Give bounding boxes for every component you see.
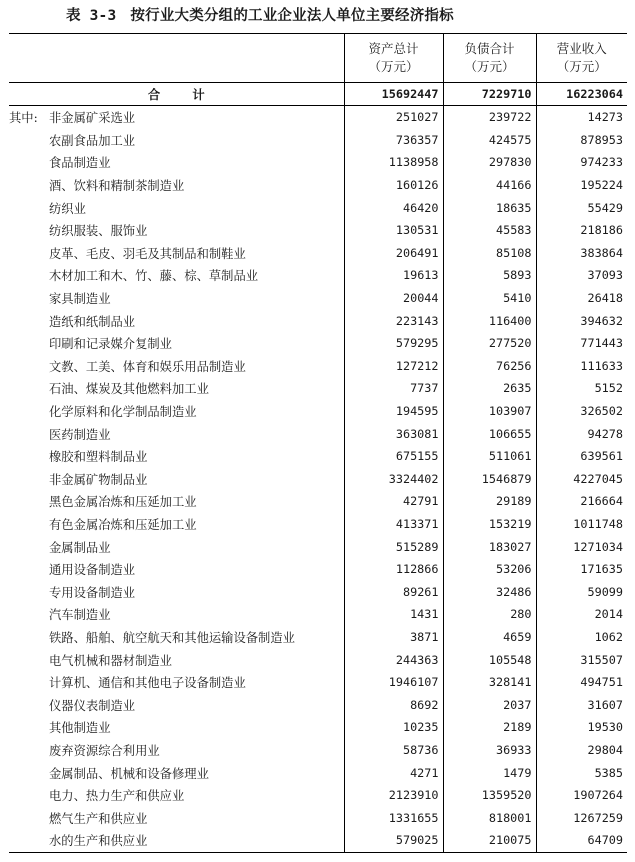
industry-name: 家具制造业 <box>49 292 111 307</box>
industry-label <box>9 287 344 310</box>
table-row <box>9 829 627 852</box>
table-title <box>66 4 454 25</box>
table-row <box>9 671 627 694</box>
table-row <box>9 332 627 355</box>
industry-indicators-table <box>9 33 627 853</box>
table-row <box>9 242 627 265</box>
liabilities-value: 1546879 <box>443 468 536 491</box>
industry-label <box>9 422 344 445</box>
liabilities-value: 85108 <box>443 242 536 265</box>
assets-value: 579295 <box>344 332 443 355</box>
table-row <box>9 309 627 332</box>
revenue-value: 974233 <box>536 151 627 174</box>
liabilities-value: 18635 <box>443 196 536 219</box>
assets-value: 579025 <box>344 829 443 852</box>
header-operating-revenue <box>536 34 627 83</box>
industry-name: 非金属矿物制品业 <box>49 472 148 487</box>
industry-label <box>9 784 344 807</box>
revenue-value: 218186 <box>536 219 627 242</box>
industry-label <box>9 219 344 242</box>
assets-value: 2123910 <box>344 784 443 807</box>
liabilities-value: 32486 <box>443 580 536 603</box>
liabilities-value: 511061 <box>443 445 536 468</box>
liabilities-value: 5410 <box>443 287 536 310</box>
table-row <box>9 603 627 626</box>
assets-value: 244363 <box>344 648 443 671</box>
liabilities-value: 5893 <box>443 264 536 287</box>
revenue-value: 195224 <box>536 174 627 197</box>
table-body <box>9 83 627 853</box>
assets-value: 363081 <box>344 422 443 445</box>
revenue-value: 878953 <box>536 129 627 152</box>
industry-label <box>9 761 344 784</box>
total-assets-value: 15692447 <box>344 83 443 106</box>
table-row <box>9 490 627 513</box>
revenue-value: 315507 <box>536 648 627 671</box>
revenue-value: 29804 <box>536 739 627 762</box>
liabilities-value: 153219 <box>443 513 536 536</box>
industry-name: 水的生产和供应业 <box>49 834 148 849</box>
industry-name: 废弃资源综合利用业 <box>49 743 160 758</box>
table-row <box>9 196 627 219</box>
header-total-liabilities <box>443 34 536 83</box>
industry-label <box>9 739 344 762</box>
industry-label <box>9 445 344 468</box>
industry-name: 金属制品业 <box>49 540 111 555</box>
industry-label <box>9 693 344 716</box>
industry-label <box>9 400 344 423</box>
industry-name: 燃气生产和供应业 <box>49 811 148 826</box>
industry-name: 电力、热力生产和供应业 <box>49 789 185 804</box>
revenue-value: 383864 <box>536 242 627 265</box>
assets-value: 4271 <box>344 761 443 784</box>
assets-value: 194595 <box>344 400 443 423</box>
industry-name: 文教、工美、体育和娱乐用品制造业 <box>49 359 246 374</box>
liabilities-value: 36933 <box>443 739 536 762</box>
revenue-value: 1267259 <box>536 806 627 829</box>
assets-value: 675155 <box>344 445 443 468</box>
industry-label <box>9 174 344 197</box>
total-liabilities-value: 7229710 <box>443 83 536 106</box>
table-row <box>9 693 627 716</box>
total-revenue-value: 16223064 <box>536 83 627 106</box>
table-row <box>9 355 627 378</box>
revenue-value: 4227045 <box>536 468 627 491</box>
industry-name: 铁路、船舶、航空航天和其他运输设备制造业 <box>49 630 295 645</box>
industry-name: 电气机械和器材制造业 <box>49 653 172 668</box>
industry-label <box>9 151 344 174</box>
industry-label <box>9 806 344 829</box>
industry-name: 有色金属冶炼和压延加工业 <box>49 517 197 532</box>
industry-label <box>9 716 344 739</box>
industry-name: 化学原料和化学制品制造业 <box>49 405 197 420</box>
liabilities-value: 44166 <box>443 174 536 197</box>
table-row <box>9 264 627 287</box>
revenue-value: 94278 <box>536 422 627 445</box>
revenue-value: 1271034 <box>536 535 627 558</box>
table-row <box>9 219 627 242</box>
industry-name: 通用设备制造业 <box>49 563 136 578</box>
table-row <box>9 513 627 536</box>
liabilities-value: 280 <box>443 603 536 626</box>
liabilities-value: 116400 <box>443 309 536 332</box>
table-row <box>9 377 627 400</box>
assets-value: 1431 <box>344 603 443 626</box>
revenue-value: 171635 <box>536 558 627 581</box>
industry-label <box>9 513 344 536</box>
table-row <box>9 174 627 197</box>
header-name: 营业收入 <box>556 41 607 56</box>
table-row <box>9 151 627 174</box>
table-row <box>9 784 627 807</box>
liabilities-value: 2037 <box>443 693 536 716</box>
industry-name: 非金属矿采选业 <box>49 111 136 126</box>
industry-label <box>9 468 344 491</box>
revenue-value: 639561 <box>536 445 627 468</box>
liabilities-value: 105548 <box>443 648 536 671</box>
liabilities-value: 53206 <box>443 558 536 581</box>
assets-value: 223143 <box>344 309 443 332</box>
revenue-value: 2014 <box>536 603 627 626</box>
liabilities-value: 4659 <box>443 626 536 649</box>
industry-name: 黑色金属冶炼和压延加工业 <box>49 495 197 510</box>
liabilities-value: 2189 <box>443 716 536 739</box>
industry-name: 纺织业 <box>49 201 86 216</box>
industry-name: 计算机、通信和其他电子设备制造业 <box>49 676 246 691</box>
industry-label <box>9 671 344 694</box>
liabilities-value: 818001 <box>443 806 536 829</box>
industry-label <box>9 626 344 649</box>
table-row <box>9 129 627 152</box>
revenue-value: 64709 <box>536 829 627 852</box>
revenue-value: 31607 <box>536 693 627 716</box>
table-row <box>9 580 627 603</box>
assets-value: 89261 <box>344 580 443 603</box>
industry-name: 橡胶和塑料制品业 <box>49 450 148 465</box>
industry-label <box>9 355 344 378</box>
liabilities-value: 328141 <box>443 671 536 694</box>
industry-label <box>9 264 344 287</box>
assets-value: 20044 <box>344 287 443 310</box>
liabilities-value: 239722 <box>443 106 536 129</box>
liabilities-value: 106655 <box>443 422 536 445</box>
assets-value: 127212 <box>344 355 443 378</box>
revenue-value: 1011748 <box>536 513 627 536</box>
industry-name: 专用设备制造业 <box>49 585 136 600</box>
industry-name: 纺织服装、服饰业 <box>49 224 148 239</box>
industry-name: 造纸和纸制品业 <box>49 314 136 329</box>
revenue-value: 5385 <box>536 761 627 784</box>
industry-name: 医药制造业 <box>49 427 111 442</box>
revenue-value: 111633 <box>536 355 627 378</box>
revenue-value: 1907264 <box>536 784 627 807</box>
industry-label <box>9 332 344 355</box>
revenue-value: 59099 <box>536 580 627 603</box>
assets-value: 58736 <box>344 739 443 762</box>
revenue-value: 1062 <box>536 626 627 649</box>
table-row <box>9 739 627 762</box>
table-row <box>9 558 627 581</box>
revenue-value: 326502 <box>536 400 627 423</box>
industry-label <box>9 558 344 581</box>
industry-label <box>9 196 344 219</box>
assets-value: 112866 <box>344 558 443 581</box>
assets-value: 413371 <box>344 513 443 536</box>
total-label: 合 计 <box>9 83 344 106</box>
liabilities-value: 210075 <box>443 829 536 852</box>
assets-value: 3871 <box>344 626 443 649</box>
liabilities-value: 424575 <box>443 129 536 152</box>
industry-label <box>9 377 344 400</box>
header-industry <box>9 34 344 83</box>
industry-label <box>9 242 344 265</box>
header-total-assets <box>344 34 443 83</box>
assets-value: 515289 <box>344 535 443 558</box>
assets-value: 3324402 <box>344 468 443 491</box>
table-row <box>9 648 627 671</box>
header-name: 资产总计 <box>368 41 419 56</box>
industry-name: 印刷和记录媒介复制业 <box>49 337 172 352</box>
table-row <box>9 806 627 829</box>
industry-label <box>9 535 344 558</box>
revenue-value: 5152 <box>536 377 627 400</box>
among-prefix: 其中: <box>9 111 38 126</box>
table-row <box>9 716 627 739</box>
assets-value: 8692 <box>344 693 443 716</box>
industry-label <box>9 129 344 152</box>
table-row <box>9 468 627 491</box>
table-row <box>9 106 627 129</box>
liabilities-value: 297830 <box>443 151 536 174</box>
assets-value: 251027 <box>344 106 443 129</box>
assets-value: 1946107 <box>344 671 443 694</box>
revenue-value: 14273 <box>536 106 627 129</box>
table-row <box>9 422 627 445</box>
liabilities-value: 45583 <box>443 219 536 242</box>
industry-name: 木材加工和木、竹、藤、棕、草制品业 <box>49 269 259 284</box>
header-name: 负债合计 <box>464 41 515 56</box>
assets-value: 10235 <box>344 716 443 739</box>
revenue-value: 494751 <box>536 671 627 694</box>
industry-name: 皮革、毛皮、羽毛及其制品和制鞋业 <box>49 246 246 261</box>
industry-name: 农副食品加工业 <box>49 133 136 148</box>
industry-name: 汽车制造业 <box>49 608 111 623</box>
table-row <box>9 287 627 310</box>
revenue-value: 771443 <box>536 332 627 355</box>
header-row <box>9 34 627 83</box>
assets-value: 1138958 <box>344 151 443 174</box>
industry-name: 仪器仪表制造业 <box>49 698 136 713</box>
table-title-text: 按行业大类分组的工业企业法人单位主要经济指标 <box>130 7 454 24</box>
industry-name: 酒、饮料和精制茶制造业 <box>49 179 185 194</box>
liabilities-value: 2635 <box>443 377 536 400</box>
assets-value: 7737 <box>344 377 443 400</box>
assets-value: 736357 <box>344 129 443 152</box>
industry-name: 石油、煤炭及其他燃料加工业 <box>49 382 209 397</box>
industry-label <box>9 603 344 626</box>
assets-value: 42791 <box>344 490 443 513</box>
total-row <box>9 83 627 106</box>
industry-name: 金属制品、机械和设备修理业 <box>49 766 209 781</box>
header-unit: （万元） <box>556 59 607 74</box>
assets-value: 19613 <box>344 264 443 287</box>
assets-value: 46420 <box>344 196 443 219</box>
liabilities-value: 29189 <box>443 490 536 513</box>
revenue-value: 394632 <box>536 309 627 332</box>
assets-value: 1331655 <box>344 806 443 829</box>
industry-name: 其他制造业 <box>49 721 111 736</box>
liabilities-value: 76256 <box>443 355 536 378</box>
industry-label <box>9 580 344 603</box>
revenue-value: 37093 <box>536 264 627 287</box>
table-row <box>9 626 627 649</box>
header-unit: （万元） <box>464 59 515 74</box>
industry-label <box>9 648 344 671</box>
assets-value: 160126 <box>344 174 443 197</box>
revenue-value: 216664 <box>536 490 627 513</box>
table-row <box>9 445 627 468</box>
revenue-value: 19530 <box>536 716 627 739</box>
liabilities-value: 1359520 <box>443 784 536 807</box>
revenue-value: 26418 <box>536 287 627 310</box>
industry-label <box>9 490 344 513</box>
liabilities-value: 183027 <box>443 535 536 558</box>
revenue-value: 55429 <box>536 196 627 219</box>
industry-name: 食品制造业 <box>49 156 111 171</box>
table-number: 表 3-3 <box>66 8 117 24</box>
table-row <box>9 535 627 558</box>
assets-value: 130531 <box>344 219 443 242</box>
liabilities-value: 103907 <box>443 400 536 423</box>
industry-label <box>9 106 344 129</box>
liabilities-value: 1479 <box>443 761 536 784</box>
header-unit: （万元） <box>368 59 419 74</box>
assets-value: 206491 <box>344 242 443 265</box>
industry-label <box>9 829 344 852</box>
liabilities-value: 277520 <box>443 332 536 355</box>
table-row <box>9 761 627 784</box>
industry-label <box>9 309 344 332</box>
table-row <box>9 400 627 423</box>
